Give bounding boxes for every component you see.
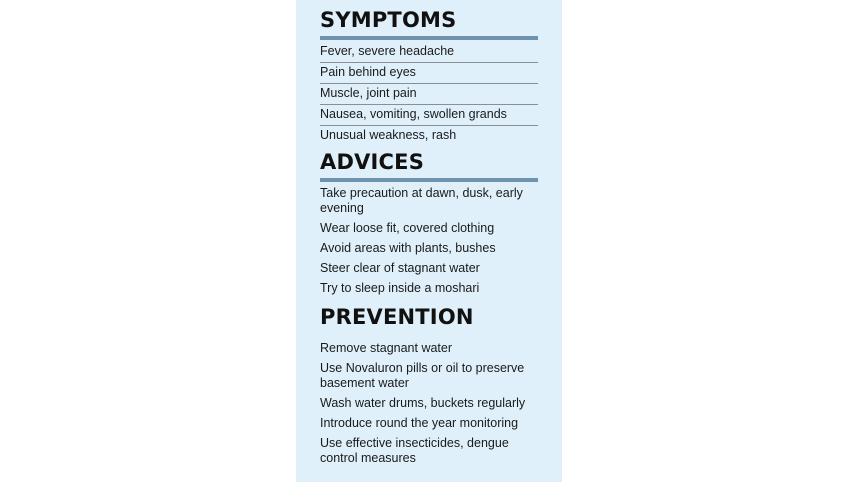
prevention-section	[320, 303, 538, 469]
advices-section	[320, 148, 538, 299]
list-item: Steer clear of stagnant water	[320, 261, 480, 275]
prevention-title: PREVENTION	[320, 305, 474, 329]
symptoms-section	[320, 6, 538, 146]
symptoms-list	[320, 42, 538, 146]
advices-list	[320, 184, 538, 299]
list-item: Remove stagnant water	[320, 341, 453, 355]
advices-title: ADVICES	[320, 150, 425, 174]
list-item: Nausea, vomiting, swollen grands	[320, 105, 538, 126]
prevention-list	[320, 339, 538, 469]
list-item: Pain behind eyes	[320, 63, 538, 84]
section-divider-bar	[320, 178, 538, 182]
list-item: Try to sleep inside a moshari	[320, 281, 480, 295]
list-item: Wear loose fit, covered clothing	[320, 221, 495, 235]
list-item: Use effective insecticides, dengue control measures	[320, 436, 509, 465]
list-item: Muscle, joint pain	[320, 84, 538, 105]
list-item: Take precaution at dawn, dusk, early evening	[320, 186, 523, 215]
list-item: Introduce round the year monitoring	[320, 416, 519, 430]
list-item: Unusual weakness, rash	[320, 128, 457, 142]
section-divider-bar	[320, 36, 538, 40]
symptoms-title: SYMPTOMS	[320, 8, 457, 32]
list-item: Avoid areas with plants, bushes	[320, 241, 496, 255]
dengue-info-panel	[296, 0, 562, 482]
list-item: Use Novaluron pills or oil to preserve basement water	[320, 361, 525, 390]
spacer	[320, 331, 538, 339]
list-item: Fever, severe headache	[320, 42, 538, 63]
list-item: Wash water drums, buckets regularly	[320, 396, 526, 410]
